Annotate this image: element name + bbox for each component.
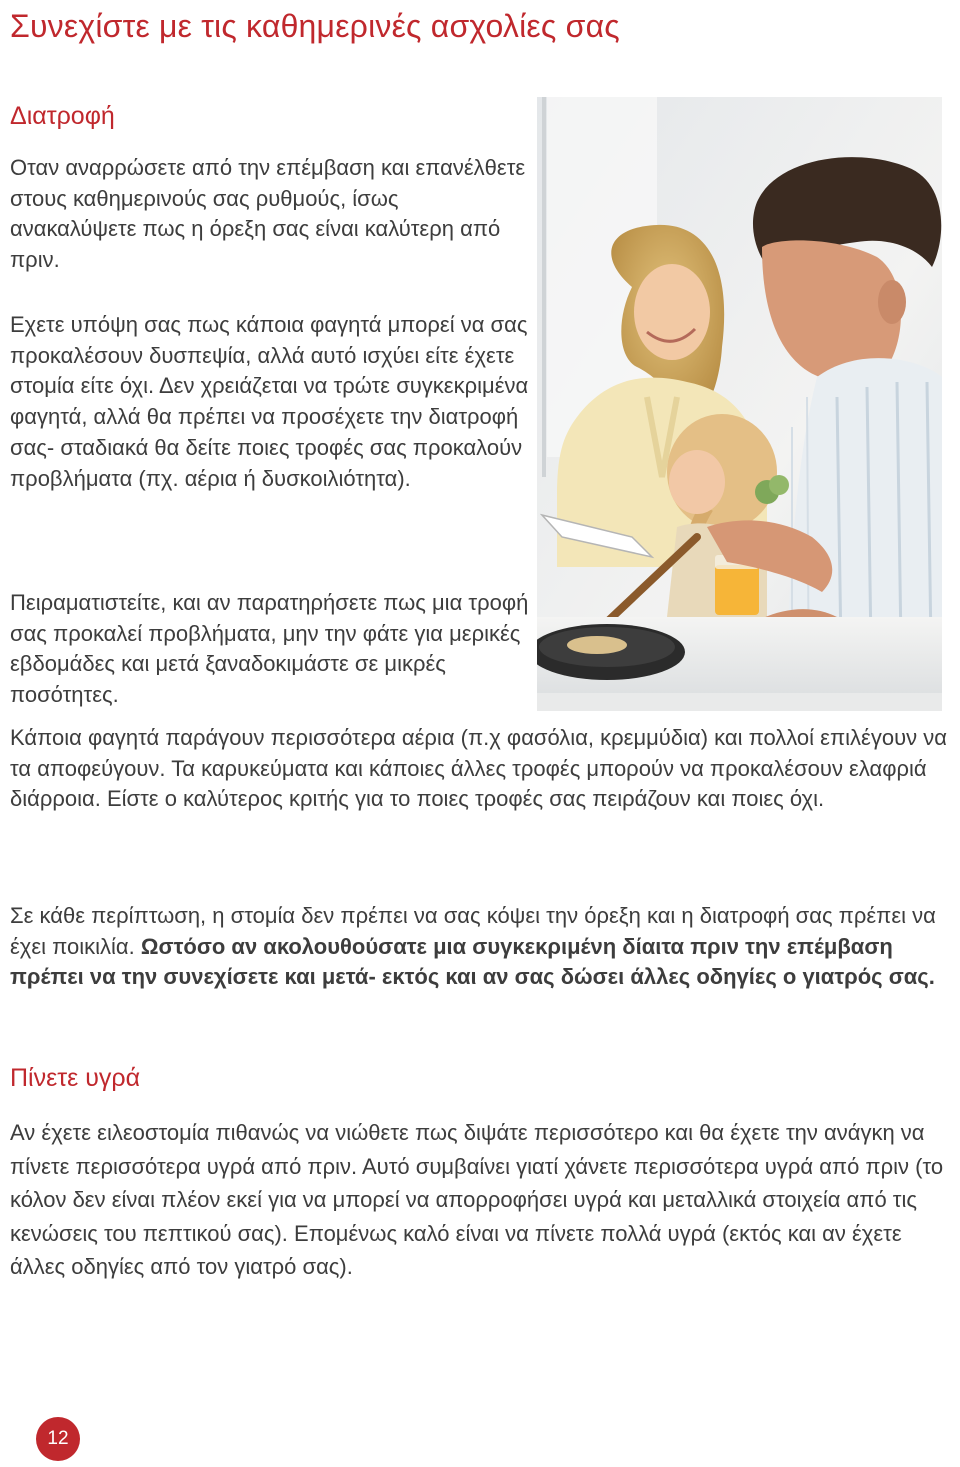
page-number-badge: 12 <box>36 1417 80 1461</box>
page-title: Συνεχίστε με τις καθημερινές ασχολίες σας <box>10 8 620 44</box>
diet-paragraph-4: Κάποια φαγητά παράγουν περισσότερα αέρια (π.χ φασόλια, κρεμμύδια) και πολλοί επιλέγουν να τα αποφεύγουν. Τα καρυκεύματα και κάποιες άλλες τροφές μπορούν να προκαλέσουν ελαφριά διάρροια. Είστε ο καλύτερος κριτής για το ποιες τροφές σας πειράζουν και ποιες όχι. <box>10 725 947 812</box>
diet-paragraph-1: Οταν αναρρώσετε από την επέμβαση και επανέλθετε στους καθημερινούς σας ρυθμούς, ίσως ανακαλύψετε πως η όρεξη σας είναι καλύτερη από πριν. <box>10 155 526 273</box>
diet-paragraph-5 <box>10 901 955 993</box>
fluids-paragraph-1: Αν έχετε ειλεοστομία πιθανώς να νιώθετε πως διψάτε περισσότερο και θα έχετε την ανάγκη να πίνετε περισσότερα υγρά από πριν. Αυτό συμβαίνει γιατί χάνετε περισσότερα υγρά από πριν (το κόλον δεν είναι πλέον εκεί για να μπορεί να απορροφήσει υγρά και μεταλλικά στοιχεία από τις κενώσεις του πεπτικού σας). Επομένως καλό είναι να πίνετε πολλά υγρά (εκτός και αν έχετε άλλες οδηγίες από τον γιατρό σας). <box>10 1120 944 1279</box>
diet-paragraph-5-normal: Σε κάθε περίπτωση, η στομία δεν πρέπει να σας κόψει την όρεξη και η διατροφή σας πρέπει να έχει ποικιλία. <box>10 903 936 959</box>
diet-paragraph-2: Εχετε υπόψη σας πως κάποια φαγητά μπορεί να σας προκαλέσουν δυσπεψία, αλλά αυτό ισχύει είτε έχετε στομία είτε όχι. Δεν χρειάζεται να τρώτε συγκεκριμένα φαγητά, αλλά θα πρέπει να προσέχετε την διατροφή σας- σταδιακά θα δείτε ποιες τροφές σας προκαλούν προβλήματα (πχ. αέρια ή δυσκοιλιότητα). <box>10 312 529 491</box>
diet-paragraph-5-bold: Ωστόσο αν ακολουθούσατε μια συγκεκριμένη δίαιτα πριν την επέμβαση πρέπει να την συνεχίσετε και μετά- εκτός και αν σας δώσει άλλες οδηγίες ο γιατρός σας. <box>10 933 935 990</box>
family-cooking-photo <box>537 97 942 711</box>
section-heading-diet: Διατροφή <box>10 102 115 130</box>
section-heading-fluids: Πίνετε υγρά <box>10 1064 141 1092</box>
diet-paragraph-3: Πειραματιστείτε, και αν παρατηρήσετε πως μια τροφή σας προκαλεί προβλήματα, μην την φάτε για μερικές εβδομάδες και μετά ξαναδοκιμάστε σε μικρές ποσότητες. <box>10 590 529 708</box>
